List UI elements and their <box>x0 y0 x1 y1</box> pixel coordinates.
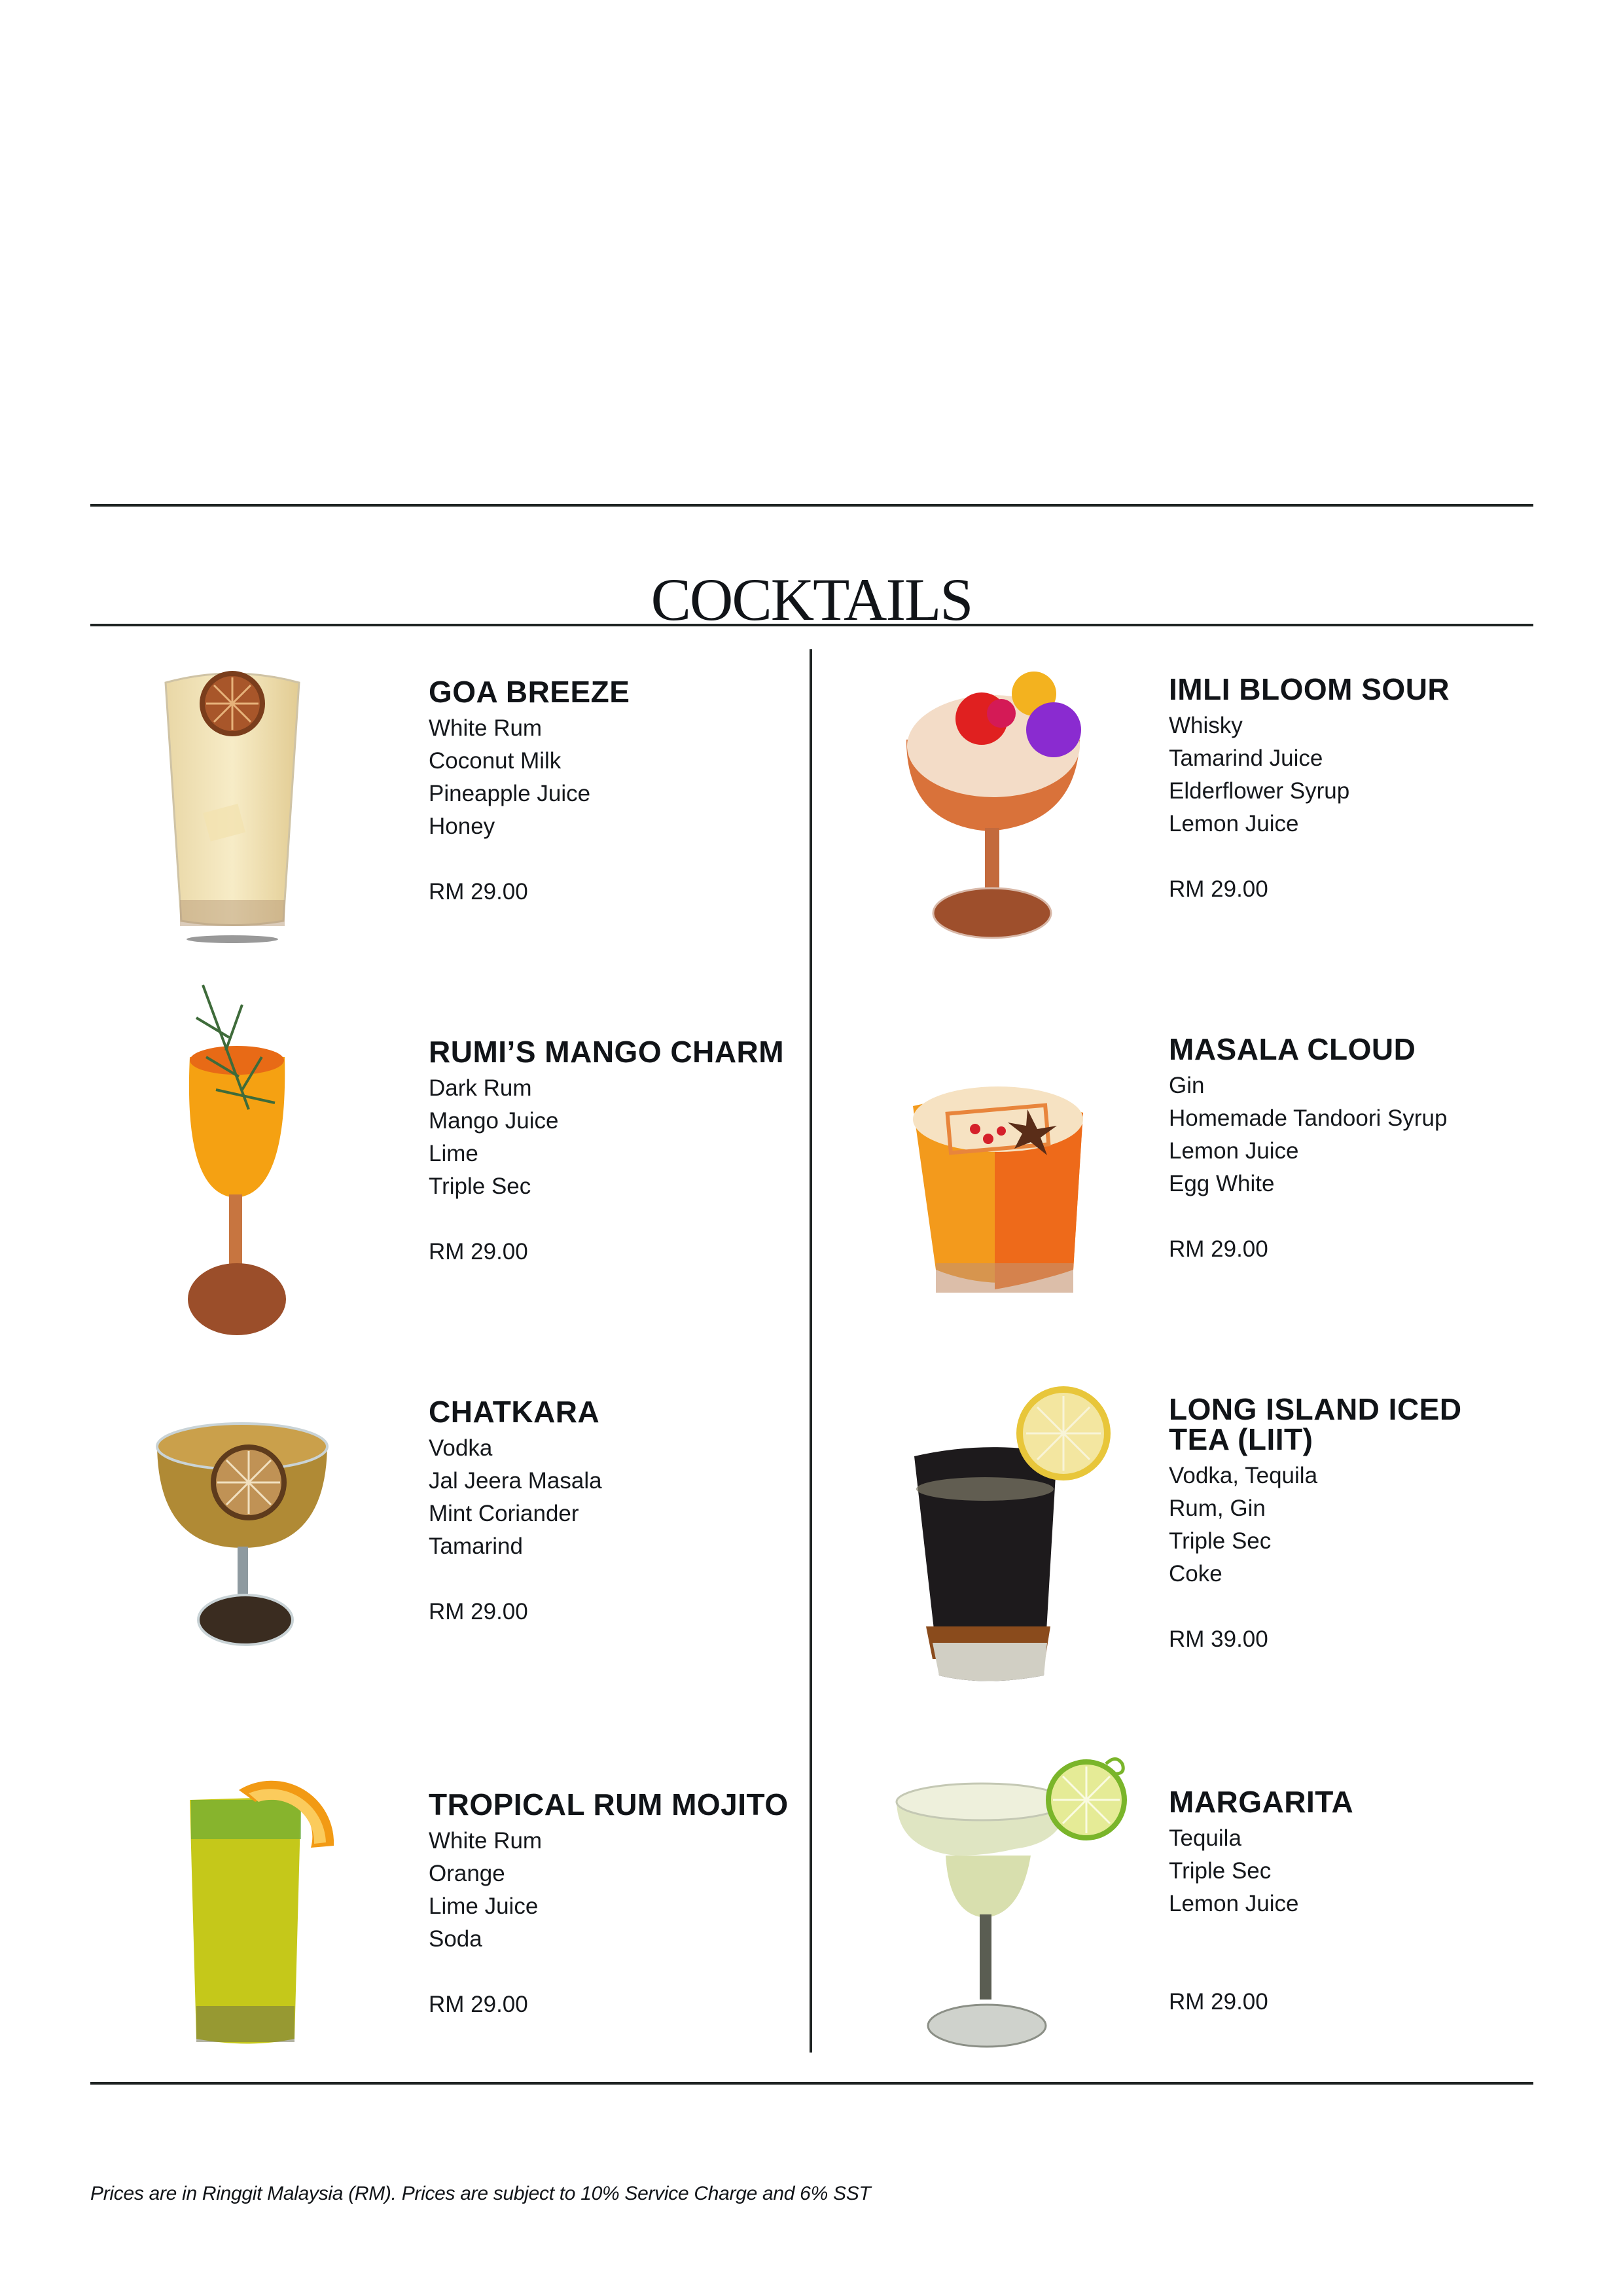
coupe-glass-amber-drink-dried-lime-icon <box>151 1417 334 1653</box>
ingredient: Triple Sec <box>429 1174 531 1199</box>
pricing-disclaimer: Prices are in Ringgit Malaysia (RM). Prices are subject to 10% Service Charge and 6% SST <box>90 2183 871 2204</box>
ingredient-list <box>1169 1822 1535 1920</box>
ingredient: Pineapple Juice <box>429 781 591 806</box>
ingredient-list <box>429 1432 795 1563</box>
menu-item-chatkara <box>429 1397 795 1628</box>
ingredient: Lime Juice <box>429 1893 539 1919</box>
ingredient: Lime <box>429 1141 478 1166</box>
ingredient: Gin <box>1169 1073 1205 1098</box>
ingredient: Coke <box>1169 1561 1222 1587</box>
ingredient-list <box>429 1825 808 1956</box>
column-divider <box>810 649 812 2053</box>
ingredient: White Rum <box>429 715 543 741</box>
ingredient-list <box>429 712 795 843</box>
item-name: GOA BREEZE <box>429 675 630 709</box>
imli-bloom-sour-image <box>897 668 1093 942</box>
item-name-line-1: LONG ISLAND ICED <box>1169 1392 1462 1426</box>
ingredient: Vodka, Tequila <box>1169 1463 1318 1488</box>
item-name: IMLI BLOOM SOUR <box>1169 672 1450 706</box>
item-price: RM 29.00 <box>1169 876 1268 902</box>
item-price: RM 29.00 <box>1169 1989 1268 2015</box>
highball-glass-green-drink-orange-slice-icon <box>177 1764 334 2052</box>
ingredient: Homemade Tandoori Syrup <box>1169 1105 1448 1131</box>
ingredient: Tamarind <box>429 1534 523 1559</box>
ingredient: Elderflower Syrup <box>1169 778 1350 804</box>
item-price: RM 29.00 <box>429 879 528 905</box>
ingredient: Lemon Juice <box>1169 1891 1299 1916</box>
item-name: CHATKARA <box>429 1395 600 1429</box>
item-name <box>1169 1394 1535 1454</box>
ingredient-list <box>429 1072 808 1203</box>
item-name-line-2: TEA (LIIT) <box>1169 1422 1313 1456</box>
section-title: COCKTAILS <box>651 565 972 633</box>
item-name: TROPICAL RUM MOJITO <box>429 1787 789 1821</box>
item-name: RUMI’S MANGO CHARM <box>429 1035 785 1069</box>
tropical-rum-mojito-image <box>177 1764 334 2052</box>
bottom-rule <box>90 2082 1533 2085</box>
ingredient: Vodka <box>429 1435 493 1461</box>
margarita-image <box>890 1751 1139 2055</box>
ingredient: Mint Coriander <box>429 1501 579 1526</box>
chatkara-image <box>151 1417 334 1653</box>
margarita-glass-lime-wheel-icon <box>890 1751 1139 2055</box>
item-name: MARGARITA <box>1169 1785 1354 1819</box>
item-price: RM 29.00 <box>429 1599 528 1624</box>
ingredient: Triple Sec <box>1169 1528 1272 1554</box>
ingredient: Mango Juice <box>429 1108 559 1134</box>
highball-glass-creamy-drink-dried-orange-icon <box>160 664 304 949</box>
rocks-glass-orange-drink-star-anise-icon <box>910 1073 1086 1302</box>
wine-glass-mango-drink-rosemary-icon <box>177 978 294 1345</box>
ingredient: Triple Sec <box>1169 1858 1272 1884</box>
tumbler-glass-cola-drink-lemon-slice-icon <box>906 1384 1116 1698</box>
ingredient: Soda <box>429 1926 482 1952</box>
menu-item-masala-cloud <box>1169 1034 1535 1266</box>
menu-item-long-island-iced-tea <box>1169 1394 1535 1656</box>
ingredient: Lemon Juice <box>1169 1138 1299 1164</box>
masala-cloud-image <box>910 1073 1086 1302</box>
top-rule <box>90 504 1533 507</box>
ingredient: Dark Rum <box>429 1075 532 1101</box>
ingredient: Egg White <box>1169 1171 1275 1196</box>
ingredient-list <box>1169 709 1535 840</box>
ingredient: Tequila <box>1169 1825 1241 1851</box>
item-price: RM 29.00 <box>429 1239 528 1265</box>
ingredient: Whisky <box>1169 713 1243 738</box>
goa-breeze-image <box>160 664 304 949</box>
menu-item-imli-bloom-sour <box>1169 674 1535 906</box>
coupe-glass-foamy-sour-edible-flowers-icon <box>897 668 1093 942</box>
ingredient: Orange <box>429 1861 505 1886</box>
ingredient: Lemon Juice <box>1169 811 1299 836</box>
rumis-mango-charm-image <box>177 978 294 1345</box>
ingredient-list <box>1169 1460 1535 1590</box>
item-price: RM 29.00 <box>429 1992 528 2017</box>
menu-item-tropical-rum-mojito <box>429 1789 808 2021</box>
item-name: MASALA CLOUD <box>1169 1032 1416 1066</box>
ingredient: White Rum <box>429 1828 543 1854</box>
menu-item-rumis-mango-charm <box>429 1037 808 1268</box>
menu-item-margarita <box>1169 1787 1535 2018</box>
ingredient: Coconut Milk <box>429 748 562 774</box>
ingredient: Rum, Gin <box>1169 1496 1266 1521</box>
menu-item-goa-breeze <box>429 677 795 908</box>
item-price: RM 29.00 <box>1169 1236 1268 1262</box>
ingredient: Jal Jeera Masala <box>429 1468 602 1494</box>
ingredient-list <box>1169 1069 1535 1200</box>
item-price: RM 39.00 <box>1169 1626 1268 1652</box>
ingredient: Tamarind Juice <box>1169 745 1323 771</box>
long-island-iced-tea-image <box>906 1384 1116 1698</box>
ingredient: Honey <box>429 814 495 839</box>
